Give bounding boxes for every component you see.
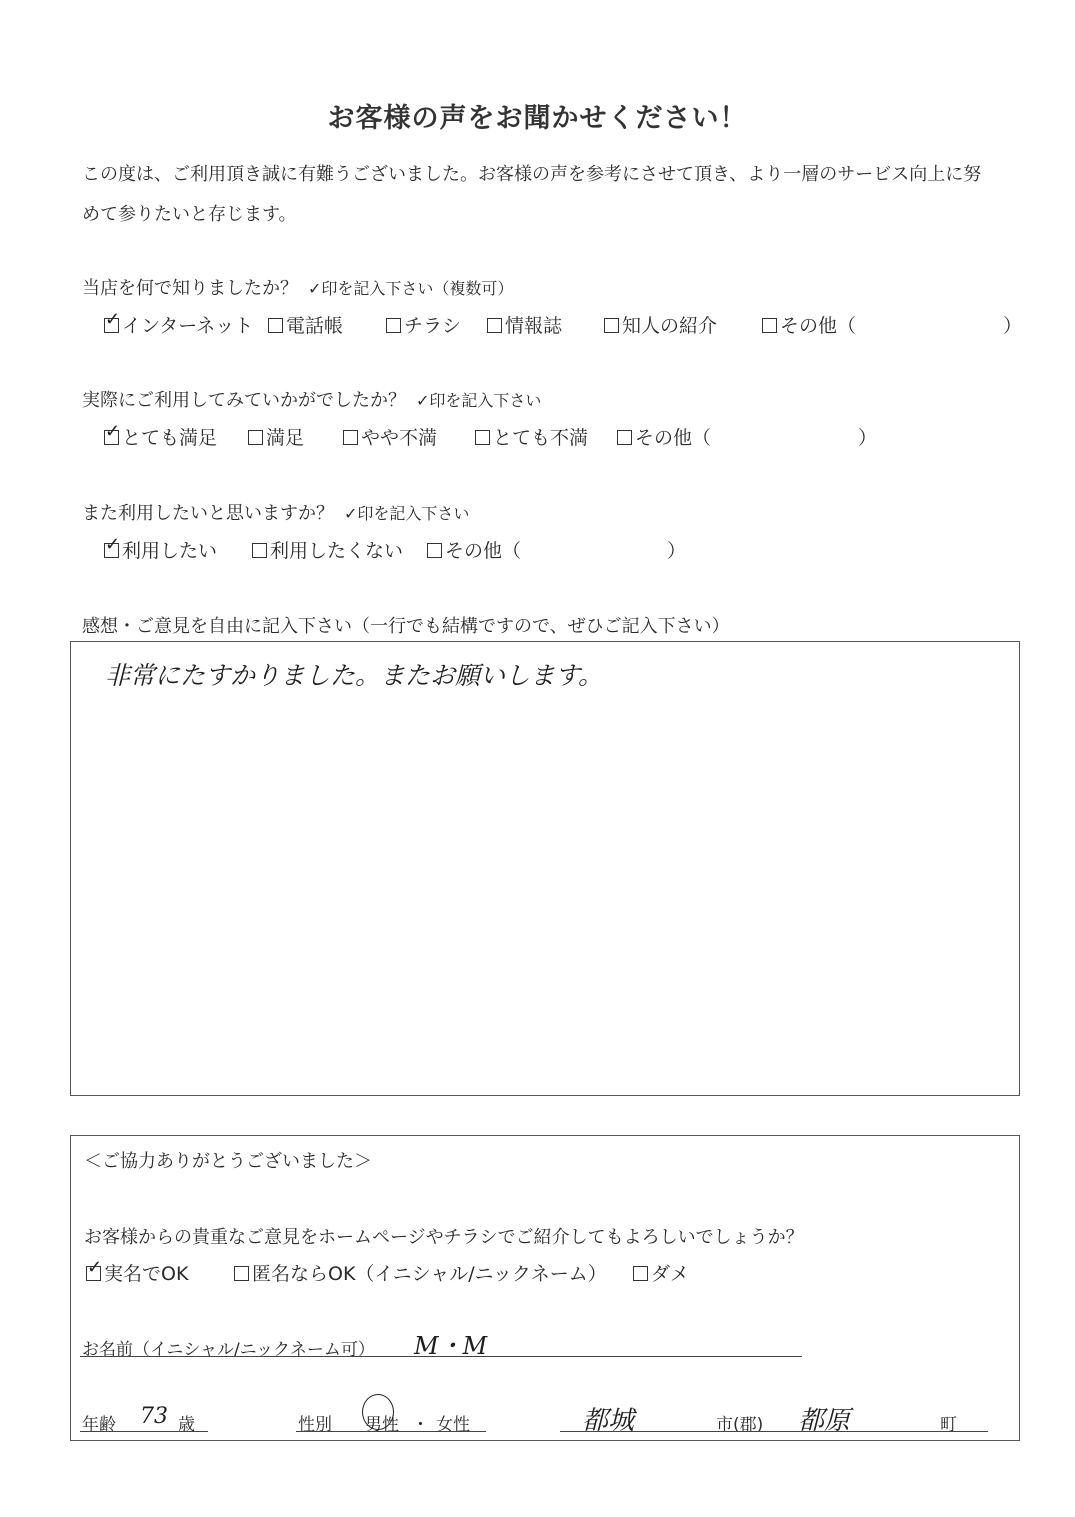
q1-option-magazine[interactable] <box>487 311 562 338</box>
option-label: インターネット <box>122 315 254 337</box>
q1-note: ✓印を記入下さい（複数可） <box>308 279 514 298</box>
option-label: 電話帳 <box>286 315 344 337</box>
consent-option-anonymous[interactable] <box>234 1259 607 1286</box>
q2-close-paren: ） <box>858 427 878 449</box>
intro-line-1: この度は、ご利用頂き誠に有難うございました。お客様の声を参考にさせて頂き、より一層のサービス向上に努 <box>82 164 982 185</box>
checkbox[interactable] <box>343 430 358 445</box>
check-mark-icon: ✓ <box>87 1257 103 1278</box>
checkbox[interactable] <box>475 430 490 445</box>
q3-close-paren: ） <box>667 540 687 562</box>
option-label: 満足 <box>266 427 305 449</box>
address-underline <box>560 1431 988 1432</box>
town-label: 町 <box>940 1415 957 1435</box>
gender-female[interactable]: 女性 <box>436 1415 470 1435</box>
age-label: 年齢 <box>82 1415 116 1435</box>
option-label: その他（ <box>780 315 857 337</box>
checkbox[interactable] <box>104 534 121 558</box>
checkbox[interactable] <box>604 318 619 333</box>
gender-underline <box>296 1431 486 1432</box>
gender-separator: ・ <box>412 1415 429 1435</box>
q1-heading <box>82 274 513 300</box>
checkbox[interactable] <box>487 318 502 333</box>
q2-option-other[interactable] <box>617 423 711 450</box>
q1-option-internet[interactable] <box>104 311 253 338</box>
q2-options <box>0 423 1075 451</box>
name-value[interactable]: M・M <box>414 1332 488 1360</box>
consent-question: お客様からの貴重なご意見をホームページやチラシでご紹介してもよろしいでしょうか？ <box>84 1227 804 1248</box>
option-label: とても満足 <box>122 427 218 449</box>
q1-question: 当店を何で知りましたか？ <box>82 278 298 299</box>
comments-handwritten: 非常にたすかりました。またお願いします。 <box>105 661 604 690</box>
checkbox[interactable] <box>633 1266 648 1281</box>
gender-male[interactable]: 男性 <box>365 1415 399 1435</box>
intro-line-2: めて参りたいと存じます。 <box>82 204 297 225</box>
option-label: 情報誌 <box>505 315 563 337</box>
q1-option-referral[interactable] <box>604 311 717 338</box>
option-label: チラシ <box>404 315 462 337</box>
checkbox[interactable] <box>252 543 267 558</box>
age-unit: 歳 <box>178 1415 195 1435</box>
option-label: その他（ <box>635 427 712 449</box>
q2-heading <box>82 386 541 412</box>
consent-option-no[interactable] <box>633 1259 689 1286</box>
checkbox[interactable] <box>268 318 283 333</box>
option-label: ダメ <box>651 1263 690 1285</box>
q2-option-very-dissatisfied[interactable] <box>475 423 588 450</box>
option-label: とても不満 <box>493 427 589 449</box>
q2-option-somewhat-dissatisfied[interactable] <box>343 423 437 450</box>
checkbox[interactable] <box>427 543 442 558</box>
q2-option-satisfied[interactable] <box>248 423 304 450</box>
q1-close-paren: ） <box>1003 315 1023 337</box>
checkbox[interactable] <box>386 318 401 333</box>
checkbox[interactable] <box>86 1257 103 1281</box>
check-mark-icon: ✓ <box>105 534 121 555</box>
checkbox[interactable] <box>248 430 263 445</box>
checkbox[interactable] <box>617 430 632 445</box>
city-value[interactable]: 都城 <box>582 1406 635 1436</box>
q1-option-flyer[interactable] <box>386 311 461 338</box>
q2-option-very-satisfied[interactable] <box>104 423 217 450</box>
option-label: やや不満 <box>361 427 438 449</box>
comments-label: 感想・ご意見を自由に記入下さい（一行でも結構ですので、ぜひご記入下さい） <box>82 616 730 637</box>
q3-options <box>0 536 1075 564</box>
q3-heading <box>82 499 469 525</box>
town-value[interactable]: 都原 <box>798 1406 851 1436</box>
checkbox[interactable] <box>104 421 121 445</box>
option-label: 利用したい <box>122 540 218 562</box>
option-label: 実名でOK <box>104 1263 189 1285</box>
option-label: 匿名ならOK（イニシャル/ニックネーム） <box>252 1263 607 1285</box>
consent-option-real-name[interactable] <box>86 1259 188 1286</box>
city-label: 市(郡) <box>716 1415 764 1435</box>
comments-box[interactable] <box>70 641 1020 1096</box>
option-label: その他（ <box>445 540 522 562</box>
q3-question: また利用したいと思いますか？ <box>82 503 334 524</box>
q2-note: ✓印を記入下さい <box>416 391 542 410</box>
consent-options <box>0 1259 1075 1287</box>
q1-option-phonebook[interactable] <box>268 311 343 338</box>
option-label: 利用したくない <box>270 540 404 562</box>
age-value[interactable]: 73 <box>140 1404 168 1429</box>
q3-option-would-use[interactable] <box>104 536 217 563</box>
name-underline <box>80 1356 802 1357</box>
check-mark-icon: ✓ <box>105 309 121 330</box>
q2-question: 実際にご利用してみていかがでしたか？ <box>82 390 406 411</box>
q3-option-other[interactable] <box>427 536 521 563</box>
q1-option-other[interactable] <box>762 311 856 338</box>
checkbox[interactable] <box>762 318 777 333</box>
checkbox[interactable] <box>104 309 121 333</box>
page-title: お客様の声をお聞かせください！ <box>327 103 748 134</box>
gender-label: 性別 <box>298 1415 332 1435</box>
q3-note: ✓印を記入下さい <box>344 504 470 523</box>
thanks-text: ＜ご協力ありがとうございました＞ <box>84 1151 372 1172</box>
checkbox[interactable] <box>234 1266 249 1281</box>
consent-box <box>70 1135 1020 1441</box>
name-label: お名前（イニシャル/ニックネーム可） <box>82 1340 375 1360</box>
q1-options <box>0 311 1075 339</box>
check-mark-icon: ✓ <box>105 421 121 442</box>
q3-option-would-not-use[interactable] <box>252 536 403 563</box>
age-underline <box>80 1431 208 1432</box>
option-label: 知人の紹介 <box>622 315 718 337</box>
